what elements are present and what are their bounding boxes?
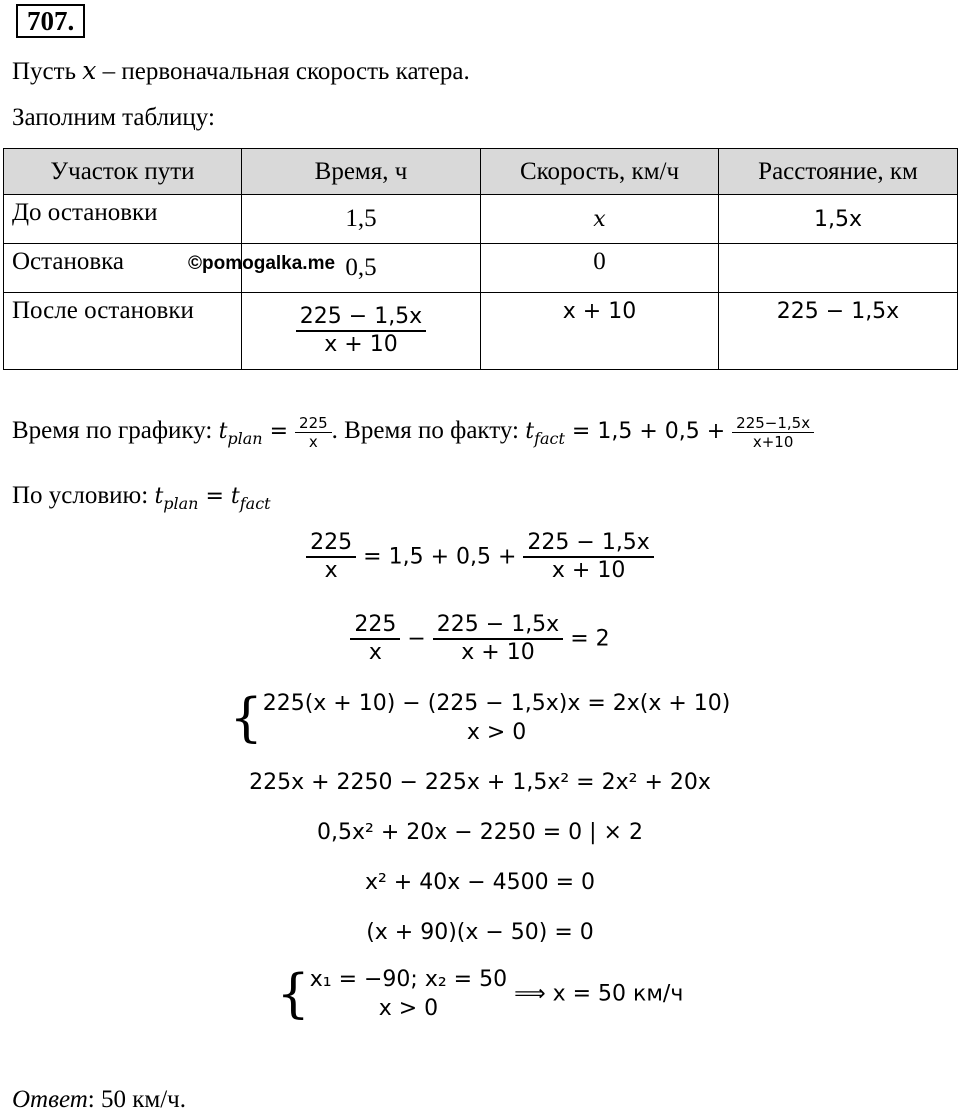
equation-fraction [433,612,563,667]
table-row [4,195,958,244]
table-cell-part: После остановки [4,293,242,370]
fraction-denominator: x+10 [752,433,794,451]
system-2 [0,966,960,1023]
equation-middle: = 1,5 + 0,5 + [356,544,524,570]
motion-table [3,148,958,370]
table-cell-distance: 1,5x [719,195,958,244]
system-line: x > 0 [466,719,527,745]
fraction-numerator: 225 − 1,5x [433,612,563,640]
equation-3: 225x + 2250 − 225x + 1,5x² = 2x² + 20x [249,770,711,795]
table-row [4,293,958,370]
brace-icon: { [229,688,263,749]
table-cell-part: До остановки [4,195,242,244]
fact-subscript: fact [534,429,565,449]
fact-symbol: t [525,419,535,445]
system-line: x > 0 [378,995,439,1021]
condition-s2: fact [239,494,271,513]
fraction-numerator: 225 [306,530,356,558]
condition-t1: t [154,484,164,509]
equation-5: x² + 40x − 4500 = 0 [364,870,596,895]
table-cell-part: Остановка [4,244,242,293]
equation-fraction [350,612,400,667]
equation-1 [0,530,960,585]
fraction-denominator: x [308,433,318,451]
condition-t2: t [230,484,240,509]
intro-line [12,56,470,86]
fraction-numerator: 225 − 1,5x [523,530,653,558]
fraction-denominator: x [324,558,338,584]
answer-line [12,1086,186,1114]
fact-fraction [732,414,814,451]
plan-equals: = [262,419,296,445]
brace-icon: { [276,964,310,1025]
table-cell-speed: x [481,195,719,244]
table-cell-speed: 0 [481,244,719,293]
fact-expression: = 1,5 + 0,5 + [564,419,733,445]
system-lines [263,690,731,747]
table-header: Участок пути [4,149,242,195]
table-cell-time: 1,5 [242,195,481,244]
intro-prefix: Пусть [12,58,83,85]
fraction-denominator: x + 10 [324,332,398,357]
plan-fraction [295,414,332,451]
equation-fraction [523,530,653,585]
table-header-row [4,149,958,195]
fill-table-caption: Заполним таблицу: [12,104,215,131]
system-line: x₁ = −90; x₂ = 50 [309,967,508,992]
problem-number: 707. [16,4,85,38]
table-cell-distance: 225 − 1,5x [719,293,958,370]
plan-subscript: plan [227,429,263,449]
table-cell-speed: x + 10 [481,293,719,370]
answer-label: Ответ [12,1086,88,1113]
fraction-numerator: 225 − 1,5x [296,304,426,332]
time-fraction [296,304,426,359]
condition-s1: plan [163,494,199,513]
equation-rhs: = 2 [563,626,610,652]
intro-variable: x [82,56,97,85]
equation-middle: − [400,626,433,652]
answer-text: : 50 км/ч. [87,1086,186,1113]
equation-2 [0,612,960,667]
fraction-numerator: 225 [350,612,400,640]
plan-symbol: t [218,419,228,445]
equation-fraction [306,530,356,585]
watermark: ©pomogalka.me [188,253,336,274]
fraction-denominator: x + 10 [551,558,626,584]
condition-eq: = [198,484,231,509]
condition-label: По условию: [12,482,155,509]
table-header: Время, ч [242,149,481,195]
plan-label: Время по графику: [12,417,219,445]
table-cell-time [242,293,481,370]
table-cell-time: 0,5 [242,244,481,293]
condition-line [12,482,271,513]
system-line: 225(x + 10) − (225 − 1,5x)x = 2x(x + 10) [262,691,731,716]
fraction-denominator: x [368,640,382,666]
table-header: Расстояние, км [719,149,958,195]
fraction-numerator: 225−1,5x [732,414,814,433]
intro-suffix: – первоначальная скорость катера. [96,58,470,85]
table-header: Скорость, км/ч [481,149,719,195]
equation-6: (x + 90)(x − 50) = 0 [366,920,594,945]
system-1 [0,690,960,747]
fraction-numerator: 225 [295,414,332,433]
table-row [4,244,958,293]
equation-4: 0,5x² + 20x − 2250 = 0 | × 2 [317,820,643,845]
table-cell-distance [719,244,958,293]
system-lines [310,966,507,1023]
time-line [12,414,814,451]
system-result: ⟹ x = 50 км/ч [507,981,684,1007]
fraction-denominator: x + 10 [461,640,535,666]
fact-label: . Время по факту: [331,417,526,445]
